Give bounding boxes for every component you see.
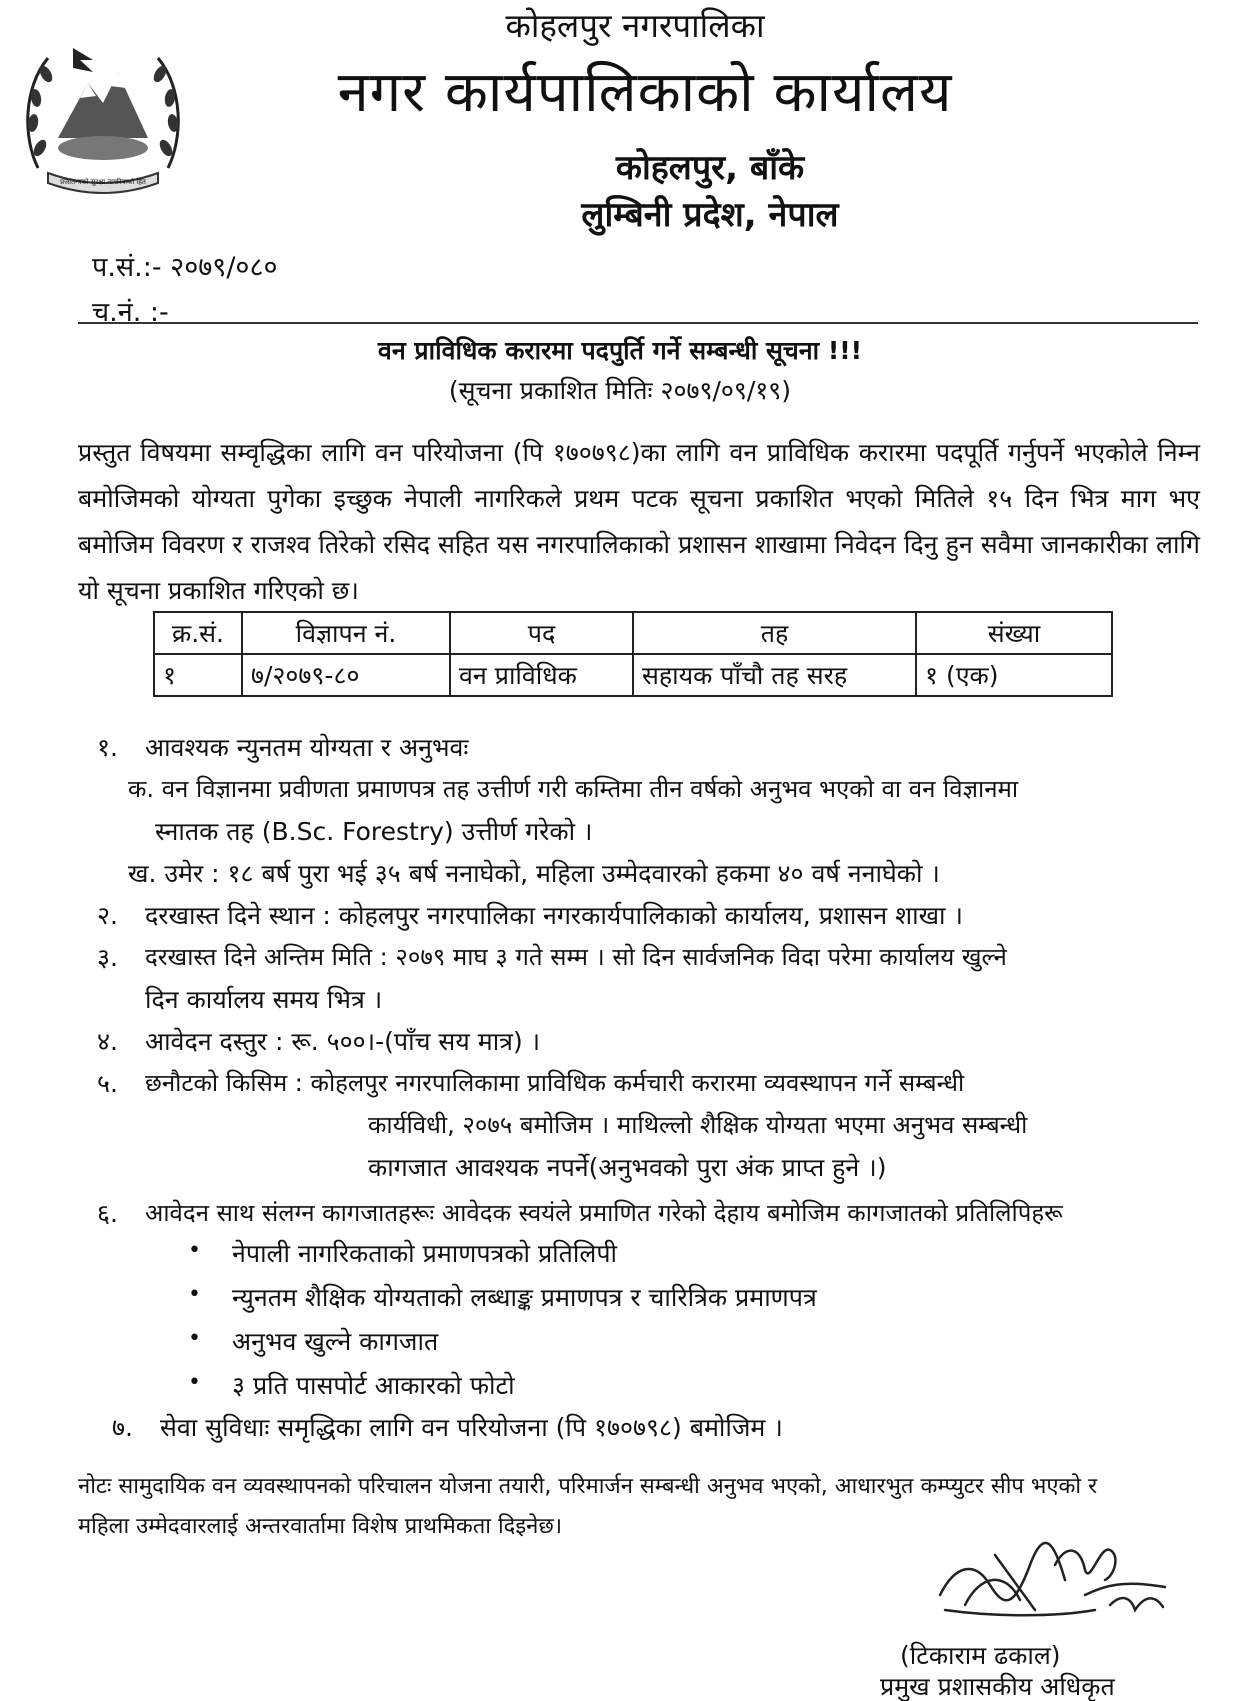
note-line-1: नोटः सामुदायिक वन व्यवस्थापनको परिचालन योजना तयारी, परिमार्जन सम्बन्धी अनुभव भएको, आधारभुत कम्प्युटर सीप भएको र (78, 1474, 1098, 1499)
svg-text:प्रजातन्त्रको सुरक्षा नागरिकको: प्रजातन्त्रको सुरक्षा नागरिकको हित (60, 178, 146, 186)
item-7-number: ७. (112, 1413, 133, 1442)
list-item: अनुभव खुल्ने कागजात (232, 1327, 439, 1356)
item-6-number: ६. (97, 1199, 118, 1228)
item-1-text: आवश्यक न्युनतम योग्यता र अनुभवः (145, 733, 469, 762)
col-ad-number: विज्ञापन नं. (242, 612, 450, 654)
item-2-text: दरखास्त दिने स्थान : कोहलपुर नगरपालिका नगरकार्यपालिकाको कार्यालय, प्रशासन शाखा । (145, 901, 963, 930)
office-province: लुम्बिनी प्रदेश, नेपाल (581, 195, 839, 235)
col-count: संख्या (916, 612, 1112, 654)
item-5-line-3: कागजात आवश्यक नपर्ने(अनुभवको पुरा अंक प्राप्त हुने ।) (368, 1153, 887, 1182)
dispatch-number: च.नं. :- (92, 297, 169, 328)
item-7-text: सेवा सुविधाः समृद्धिका लागि वन परियोजना (पि १७०७९८) बमोजिम । (160, 1413, 783, 1442)
letter-reference-number: प.सं.:- २०७९/०८० (92, 252, 278, 283)
item-5-number: ५. (97, 1069, 118, 1098)
item-3-number: ३. (97, 943, 118, 972)
table-header-row (154, 612, 1112, 654)
bullet-dot: • (188, 1326, 201, 1351)
office-place: कोहलपुर, बाँके (615, 148, 805, 188)
bullet-dot: • (188, 1370, 201, 1395)
cell-post: वन प्राविधिक (450, 654, 633, 696)
office-name: नगर कार्यपालिकाको कार्यालय (337, 60, 953, 125)
col-level: तह (633, 612, 916, 654)
header-divider (78, 322, 1198, 324)
item-6-text: आवेदन साथ संलग्न कागजातहरूः आवेदक स्वयंले प्रमाणित गरेको देहाय बमोजिम कागजातको प्रतिलिपिहरू (145, 1199, 1063, 1227)
col-post: पद (450, 612, 633, 654)
table-row (154, 654, 1112, 696)
cell-ad-number: ७/२०७९-८० (242, 654, 450, 696)
list-item: ३ प्रति पासपोर्ट आकारको फोटो (232, 1371, 515, 1400)
item-2-number: २. (97, 901, 118, 930)
municipality-name: कोहलपुर नगरपालिका (505, 6, 765, 45)
cell-serial: १ (154, 654, 242, 696)
bullet-dot: • (188, 1238, 201, 1263)
item-5-line-1: छनौटको किसिम : कोहलपुर नगरपालिकामा प्राविधिक कर्मचारी करारमा व्यवस्थापन गर्ने सम्बन्धी (145, 1069, 965, 1097)
note-line-2: महिला उम्मेदवारलाई अन्तरवार्तामा विशेष प्राथमिकता दिइनेछ। (78, 1514, 563, 1539)
notice-intro: प्रस्तुत विषयमा सम्वृद्धिका लागि वन परियोजना (पि १७०७९८)का लागि वन प्राविधिक करारमा पदपूर्ति गर्नुपर्ने भएकोले निम्न बमोजिमको योग्यता पुगेका इच्छुक नेपाली नागरिकले प्रथम पटक सूचना प्रकाशित भएको मितिले १५ दिन भित्र माग भए बमोजिम विवरण र राजश्व तिरेको रसिद सहित यस नगरपालिकाको प्रशासन शाखामा निवेदन दिनु हुन सवैमा जानकारीका लागि यो सूचना प्रकाशित गरिएको छ। (78, 438, 1200, 605)
item-3-line-2: दिन कार्यालय समय भित्र । (145, 985, 383, 1014)
item-1b-text: ख. उमेर : १८ बर्ष पुरा भई ३५ बर्ष ननाघेको, महिला उम्मेदवारको हकमा ४० वर्ष ननाघेको । (128, 859, 940, 888)
item-3-line-1: दरखास्त दिने अन्तिम मिति : २०७९ माघ ३ गते सम्म । सो दिन सार्वजनिक विदा परेमा कार्यालय खुल्ने (145, 943, 1007, 971)
list-item: नेपाली नागरिकताको प्रमाणपत्रको प्रतिलिपी (232, 1239, 617, 1268)
item-4-number: ४. (97, 1027, 118, 1056)
vacancy-table (153, 611, 1113, 697)
signer-title: प्रमुख प्रशासकीय अधिकृत (880, 1672, 1115, 1701)
signer-name: (टिकाराम ढकाल) (900, 1641, 1061, 1670)
item-5-line-2: कार्यविधी, २०७५ बमोजिम । माथिल्लो शैक्षिक योग्यता भएमा अनुभव सम्बन्धी (368, 1111, 1028, 1139)
bullet-dot: • (188, 1282, 201, 1307)
item-4-text: आवेदन दस्तुर : रू. ५००।-(पाँच सय मात्र) । (145, 1027, 541, 1056)
item-1-number: १. (97, 733, 118, 762)
col-serial: क्र.सं. (154, 612, 242, 654)
cell-level: सहायक पाँचौ तह सरह (633, 654, 916, 696)
item-1a-line-2: स्नातक तह (B.Sc. Forestry) उत्तीर्ण गरेको । (155, 817, 593, 846)
signature-icon (935, 1525, 1175, 1625)
cell-count: १ (एक) (916, 654, 1112, 696)
notice-publish-date: (सूचना प्रकाशित मितिः २०७९/०९/१९) (448, 376, 792, 405)
item-1a-line-1: क. वन विज्ञानमा प्रवीणता प्रमाणपत्र तह उत्तीर्ण गरी कम्तिमा तीन वर्षको अनुभव भएको वा वन विज्ञानमा (128, 775, 1019, 803)
list-item: न्युनतम शैक्षिक योग्यताको लब्धाङ्क प्रमाणपत्र र चारित्रिक प्रमाणपत्र (232, 1283, 817, 1312)
notice-title: वन प्राविधिक करारमा पदपुर्ति गर्ने सम्बन्धी सूचना !!! (377, 336, 863, 365)
